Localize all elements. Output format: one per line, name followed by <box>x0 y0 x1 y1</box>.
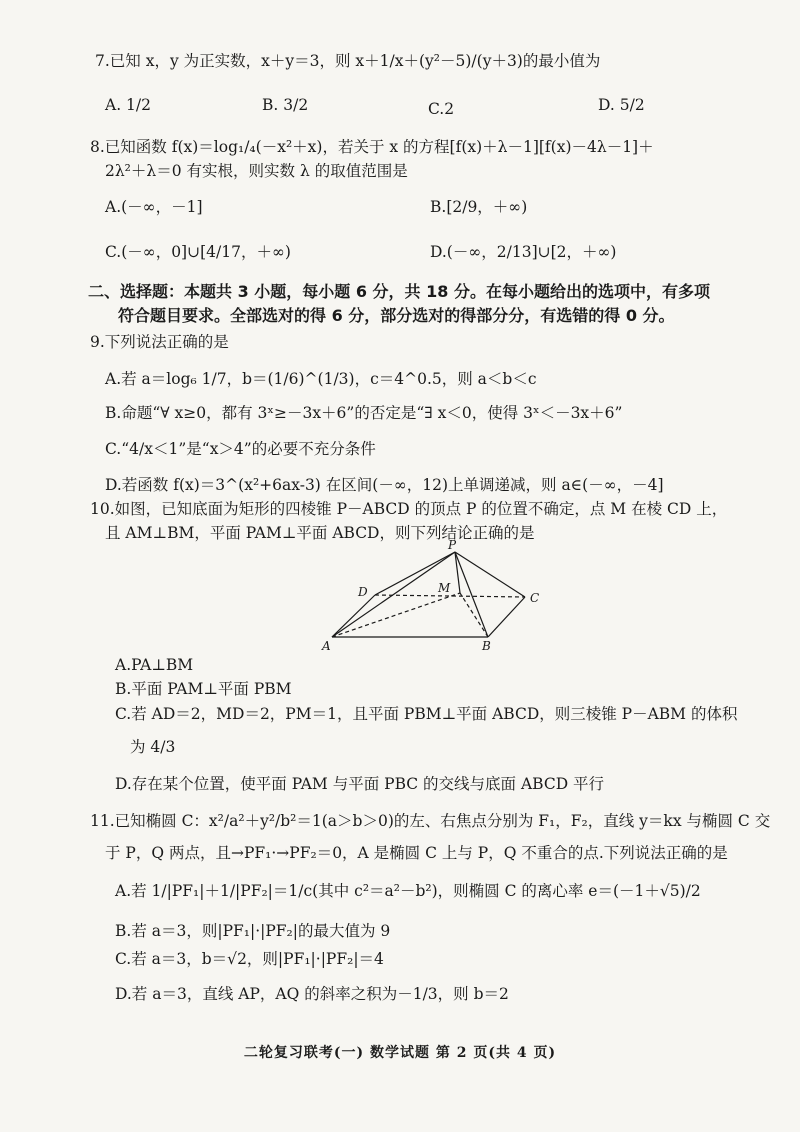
section2-heading-line2: 符合题目要求。全部选对的得 6 分，部分选对的得部分分，有选错的得 0 分。 <box>118 306 675 325</box>
pyramid-figure <box>320 540 550 655</box>
page-footer: 二轮复习联考(一) 数学试题 第 2 页(共 4 页) <box>243 1045 557 1061</box>
q10-stem-line2: 且 AM⊥BM，平面 PAM⊥平面 ABCD，则下列结论正确的是 <box>105 524 535 542</box>
q8-stem-line1: 8.已知函数 f(x)＝log₁/₄(－x²＋x)，若关于 x 的方程[f(x)＋λ－1][f(x)－4λ－1]＋ <box>90 138 654 156</box>
q7-option-d: D. 5/2 <box>598 96 645 114</box>
q8-option-a: A.(－∞，－1] <box>105 198 203 216</box>
q10-option-c-line1: C.若 AD＝2，MD＝2，PM＝1，且平面 PBM⊥平面 ABCD，则三棱锥 P－ABM 的体积 <box>115 705 738 723</box>
q11-stem-line2: 于 P，Q 两点，且→PF₁·→PF₂＝0，A 是椭圆 C 上与 P，Q 不重合的点.下列说法正确的是 <box>105 844 728 862</box>
label-A: A <box>322 639 331 653</box>
q10-option-a: A.PA⊥BM <box>115 656 194 674</box>
label-D: D <box>358 585 368 599</box>
q8-option-d: D.(－∞，2/13]∪[2，＋∞) <box>430 243 617 261</box>
label-C: C <box>530 591 540 605</box>
q10-option-d: D.存在某个位置，使平面 PAM 与平面 PBC 的交线与底面 ABCD 平行 <box>115 775 605 793</box>
q11-option-b: B.若 a＝3，则|PF₁|·|PF₂|的最大值为 9 <box>115 922 391 940</box>
q10-option-c-line2: 为 4/3 <box>130 738 176 756</box>
q11-stem-line1: 11.已知椭圆 C：x²/a²＋y²/b²＝1(a＞b＞0)的左、右焦点分别为 F₁，F₂，直线 y＝kx 与椭圆 C 交 <box>90 812 771 830</box>
label-B: B <box>482 639 491 653</box>
q10-stem-line1: 10.如图，已知底面为矩形的四棱锥 P－ABCD 的顶点 P 的位置不确定，点 M 在棱 CD 上， <box>90 500 728 518</box>
q9-option-b: B.命题“∀ x≥0，都有 3ˣ≥－3x＋6”的否定是“∃ x＜0，使得 3ˣ＜－3x＋6” <box>105 404 623 422</box>
q10-option-b: B.平面 PAM⊥平面 PBM <box>115 680 292 698</box>
q11-option-c: C.若 a＝3，b＝√2，则|PF₁|·|PF₂|＝4 <box>115 950 384 968</box>
q8-option-c: C.(－∞，0]∪[4/17，＋∞) <box>105 243 291 261</box>
q8-option-b: B.[2/9，＋∞) <box>430 198 528 216</box>
q7-option-a: A. 1/2 <box>105 96 151 114</box>
q11-option-d: D.若 a＝3，直线 AP，AQ 的斜率之积为－1/3，则 b＝2 <box>115 985 509 1003</box>
q7-stem: 7.已知 x，y 为正实数，x＋y＝3，则 x＋1/x＋(y²－5)/(y＋3)的最小值为 <box>95 52 601 70</box>
q9-stem: 9.下列说法正确的是 <box>90 333 229 351</box>
section2-heading-line1: 二、选择题：本题共 3 小题，每小题 6 分，共 18 分。在每小题给出的选项中，有多项 <box>88 282 710 301</box>
q7-option-c: C.2 <box>428 100 455 118</box>
q9-option-d: D.若函数 f(x)＝3^(x²+6ax-3) 在区间(－∞，12)上单调递减，则 a∈(－∞，－4] <box>105 476 664 494</box>
q8-stem-line2: 2λ²＋λ＝0 有实根，则实数 λ 的取值范围是 <box>105 162 408 180</box>
q9-option-a: A.若 a＝log₆ 1/7，b＝(1/6)^(1/3)，c＝4^0.5，则 a＜b＜c <box>105 370 537 388</box>
label-P: P <box>448 540 457 552</box>
label-M: M <box>438 581 451 595</box>
q9-option-c: C.“4/x＜1”是“x＞4”的必要不充分条件 <box>105 440 376 458</box>
q7-option-b: B. 3/2 <box>262 96 309 114</box>
q11-option-a: A.若 1/|PF₁|＋1/|PF₂|＝1/c(其中 c²＝a²－b²)，则椭圆 C 的离心率 e＝(－1＋√5)/2 <box>115 882 701 900</box>
